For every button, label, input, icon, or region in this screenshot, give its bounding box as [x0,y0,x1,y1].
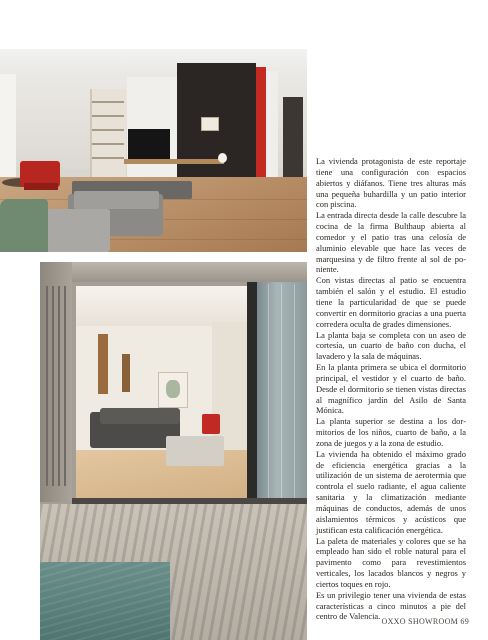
paragraph-entrance: La entrada directa desde la calle descubre la cocina de la firma Bulthaup abierta al comedor y el patio tras una celosía de aluminio elevable que hace las veces de marquesina y de filtro frente al sol de poniente. [316,210,466,275]
paragraph-living-study: Con vistas directas al patio se encuentra también el salón y el estudio. El estudio tiene la particularidad de que se puede convertir en dormitorio gracias a una puerta corredera oculta de grades dimensiones. [316,275,466,329]
living-room-photo [0,49,307,252]
paragraph-intro: La vivienda protagonista de este reportaje tiene una configuración con espacios abiertos y diáfanos. Tiene tres alturas más una pequeña buhardilla y un patio interior con piscina. [316,156,466,210]
paragraph-first-floor: En la planta primera se ubica el dormitorio principal, el vestidor y el cuarto de baño. Desde el dormitorio se tienen vistas directas al magnífico jardín del Asilo de Santa Mónica. [316,362,466,416]
article-body [316,156,466,622]
paragraph-ground-floor: La planta baja se completa con un aseo de cortesía, un cuarto de baño con ducha, el lavadero y la sala de máquinas. [316,329,466,362]
paragraph-closing: Es un privilegio tener una vivienda de estas características a cinco minutos a pie del centro de Valencia. [316,589,466,622]
page-footer: OXXO SHOWROOM 69 [381,617,469,626]
exterior-view-photo [40,262,307,640]
paragraph-top-floor: La planta superior se destina a los dormitorios de los niños, cuarto de baño, a la zona de juegos y a la zona de estudio. [316,416,466,448]
paragraph-materials: La paleta de materiales y colores que se ha empleado han sido el roble natural para el pavimento como para revestimientos verticales, los lacados blancos y negros y ciertos toques en rojo. [316,535,466,589]
paragraph-energy: La vivienda ha obtenido el máximo grado de eficiencia energética gracias a la utilización de un sistema de aerotermia que controla el suelo radiante, el agua caliente sanitaria y la climatización mediante máquinas de conductos, además de unos aislamientos térmicos y acústicos que justifican esta calificación energética. [316,448,466,535]
